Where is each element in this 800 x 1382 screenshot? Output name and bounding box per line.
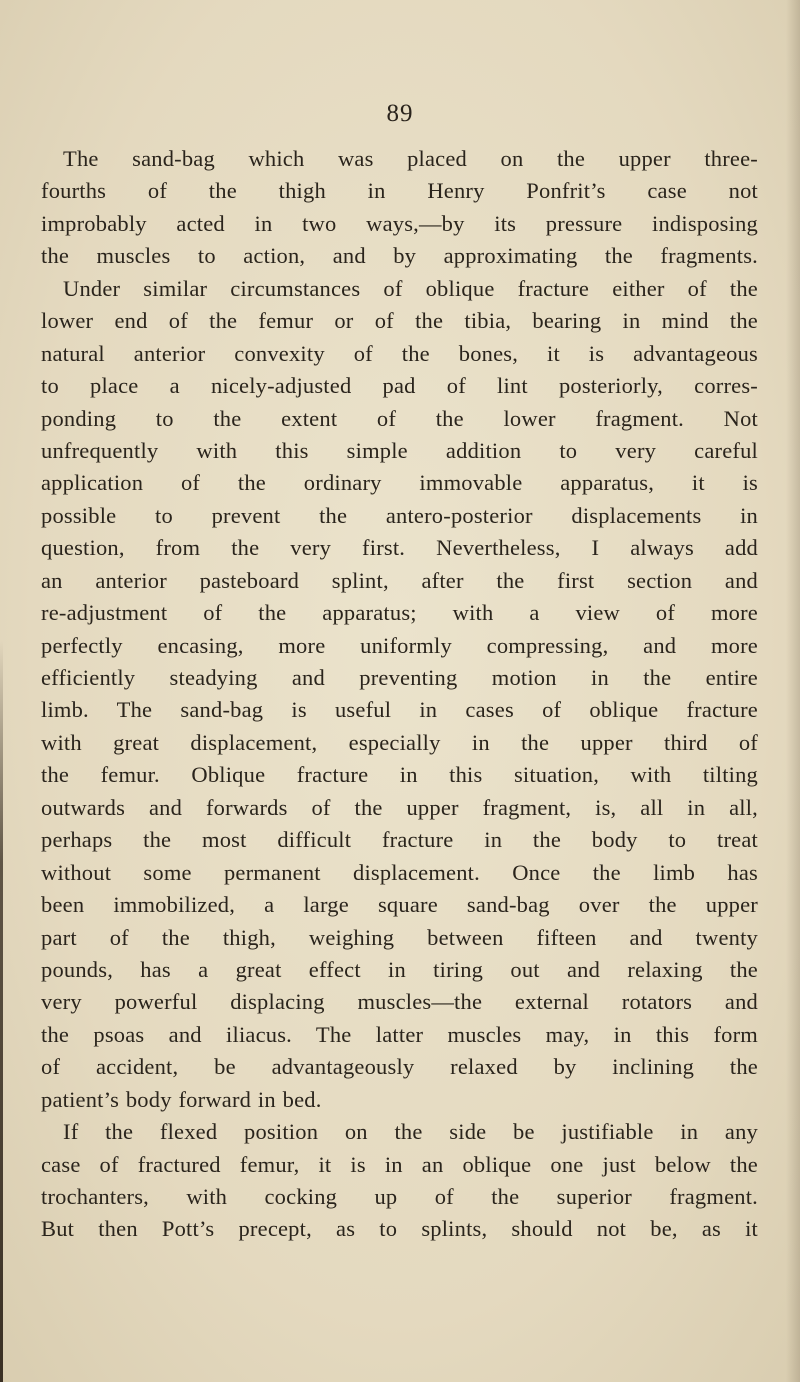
body-text xyxy=(41,143,758,1246)
text-line: The sand-bag which was placed on the upper three- xyxy=(63,146,758,171)
text-line: improbably acted in two ways,—by its pressure indisposing xyxy=(41,210,758,236)
text-line: limb. The sand-bag is useful in cases of oblique fracture xyxy=(41,697,758,723)
text-line: ponding to the extent of the lower fragment. Not xyxy=(41,405,758,431)
text-line: re-adjustment of the apparatus; with a view of more xyxy=(41,600,758,626)
text-line: perhaps the most difficult fracture in the body to treat xyxy=(41,827,758,853)
text-line: patient’s body forward in bed. xyxy=(41,1086,322,1112)
text-line: unfrequently with this simple addition to very careful xyxy=(41,437,758,463)
text-line: possible to prevent the antero-posterior displacements in xyxy=(41,502,758,528)
text-line: been immobilized, a large square sand-bag over the upper xyxy=(41,892,758,918)
text-line: very powerful displacing muscles—the external rotators and xyxy=(41,989,758,1015)
text-line: to place a nicely-adjusted pad of lint posteriorly, corres- xyxy=(41,373,758,399)
page-number: 89 xyxy=(386,100,414,127)
text-line: part of the thigh, weighing between fifteen and twenty xyxy=(41,924,758,950)
text-line: efficiently steadying and preventing motion in the entire xyxy=(41,665,758,690)
text-line: the femur. Oblique fracture in this situation, with tilting xyxy=(41,762,758,788)
text-line: the psoas and iliacus. The latter muscles may, in this form xyxy=(41,1021,758,1047)
text-line: lower end of the femur or of the tibia, bearing in mind the xyxy=(41,308,758,334)
text-line: If the flexed position on the side be justifiable in any xyxy=(63,1119,758,1145)
text-line: fourths of the thigh in Henry Ponfrit’s case not xyxy=(41,178,758,204)
text-line: question, from the very first. Nevertheless, I always add xyxy=(41,535,758,561)
page-edge-shadow xyxy=(786,0,800,1382)
text-line: without some permanent displacement. Once the limb has xyxy=(41,859,758,885)
text-line: natural anterior convexity of the bones, it is advantageous xyxy=(41,340,758,366)
text-line: perfectly encasing, more uniformly compressing, and more xyxy=(41,632,758,658)
text-line: the muscles to action, and by approximating the fragments. xyxy=(41,243,758,269)
text-line: an anterior pasteboard splint, after the first section and xyxy=(41,567,758,593)
binding-edge-line xyxy=(0,640,3,1382)
text-line: Under similar circumstances of oblique fracture either of the xyxy=(63,275,758,301)
text-line: But then Pott’s precept, as to splints, should not be, as it xyxy=(41,1216,758,1242)
text-line: case of fractured femur, it is in an oblique one just below the xyxy=(41,1151,758,1177)
text-line: pounds, has a great effect in tiring out and relaxing the xyxy=(41,956,758,982)
text-line: application of the ordinary immovable apparatus, it is xyxy=(41,470,758,496)
text-line: outwards and forwards of the upper fragment, is, all in all, xyxy=(41,794,758,820)
text-line: trochanters, with cocking up of the superior fragment. xyxy=(41,1184,758,1209)
text-line: of accident, be advantageously relaxed by inclining the xyxy=(41,1054,758,1080)
text-line: with great displacement, especially in the upper third of xyxy=(41,729,758,755)
